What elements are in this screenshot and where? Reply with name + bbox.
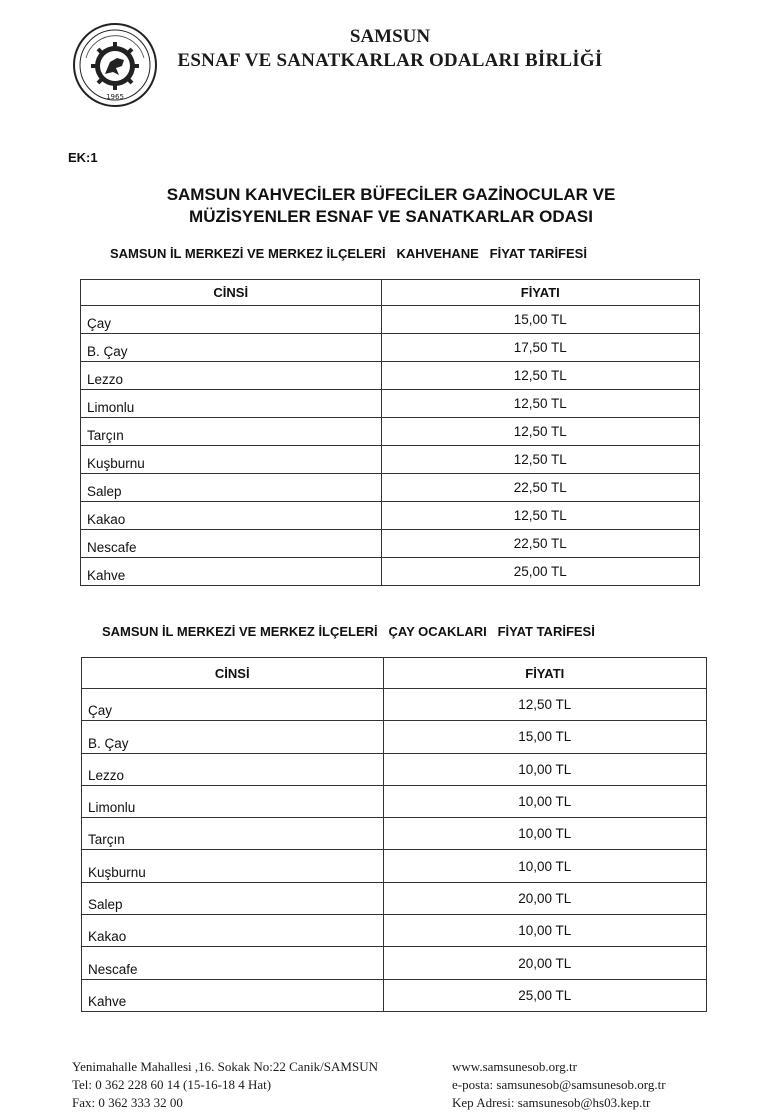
item-price: 10,00 TL xyxy=(383,850,706,882)
item-price: 10,00 TL xyxy=(383,915,706,947)
table-row xyxy=(81,362,700,390)
footer-address: Yenimahalle Mahallesi ,16. Sokak No:22 Canik/SAMSUN xyxy=(72,1059,378,1074)
footer-online xyxy=(452,1058,666,1112)
price-table-kahvehane xyxy=(80,279,700,586)
table-row xyxy=(81,390,700,418)
item-name: Lezzo xyxy=(82,753,384,785)
footer-tel: Tel: 0 362 228 60 14 (15-16-18 4 Hat) xyxy=(72,1077,272,1092)
table-row xyxy=(81,418,700,446)
header-title-city: SAMSUN xyxy=(349,26,431,47)
item-price: 12,50 TL xyxy=(381,446,699,474)
table-row xyxy=(82,979,707,1011)
table-row xyxy=(82,785,707,817)
union-seal-logo xyxy=(72,22,158,108)
table-row xyxy=(82,882,707,914)
table-row xyxy=(81,530,700,558)
table-row xyxy=(81,558,700,586)
item-name: Limonlu xyxy=(82,785,384,817)
item-name: Limonlu xyxy=(81,390,382,418)
column-header-name: CİNSİ xyxy=(82,658,384,689)
table-row xyxy=(81,474,700,502)
table-row xyxy=(82,947,707,979)
item-name: Lezzo xyxy=(81,362,382,390)
table-row xyxy=(81,446,700,474)
item-name: Kuşburnu xyxy=(81,446,382,474)
table-row xyxy=(82,689,707,721)
table-row xyxy=(82,721,707,753)
column-header-price: FİYATI xyxy=(383,658,706,689)
svg-text:1965: 1965 xyxy=(106,93,124,101)
item-name: Kahve xyxy=(82,979,384,1011)
item-price: 20,00 TL xyxy=(383,882,706,914)
table-row xyxy=(82,915,707,947)
footer-website: www.samsunesob.org.tr xyxy=(452,1059,577,1074)
item-name: Nescafe xyxy=(82,947,384,979)
item-price: 12,50 TL xyxy=(381,362,699,390)
item-name: Nescafe xyxy=(81,530,382,558)
item-name: B. Çay xyxy=(82,721,384,753)
item-price: 10,00 TL xyxy=(383,753,706,785)
header-title-union: ESNAF VE SANATKARLAR ODALARI BİRLİĞİ xyxy=(177,50,603,71)
item-price: 25,00 TL xyxy=(383,979,706,1011)
item-name: Çay xyxy=(81,306,382,334)
column-header-price: FİYATI xyxy=(381,280,699,306)
column-header-name: CİNSİ xyxy=(81,280,382,306)
item-name: Kakao xyxy=(82,915,384,947)
footer-kep: Kep Adresi: samsunesob@hs03.kep.tr xyxy=(452,1095,651,1110)
chamber-title-line1: SAMSUN KAHVECİLER BÜFECİLER GAZİNOCULAR VE xyxy=(166,185,616,204)
item-price: 22,50 TL xyxy=(381,530,699,558)
item-name: Salep xyxy=(81,474,382,502)
item-price: 12,50 TL xyxy=(383,689,706,721)
item-price: 10,00 TL xyxy=(383,785,706,817)
item-price: 25,00 TL xyxy=(381,558,699,586)
chamber-title-line2: MÜZİSYENLER ESNAF VE SANATKARLAR ODASI xyxy=(189,207,593,226)
item-name: Kakao xyxy=(81,502,382,530)
item-name: Çay xyxy=(82,689,384,721)
price-table-cay-ocaklari xyxy=(81,657,707,1012)
item-price: 15,00 TL xyxy=(383,721,706,753)
item-price: 12,50 TL xyxy=(381,502,699,530)
table-row xyxy=(82,818,707,850)
annex-label: EK:1 xyxy=(68,150,98,165)
item-name: Tarçın xyxy=(82,818,384,850)
table-caption-kahvehane: SAMSUN İL MERKEZİ VE MERKEZ İLÇELERİ KAHVEHANE FİYAT TARİFESİ xyxy=(110,246,587,261)
table-row xyxy=(82,753,707,785)
table-row xyxy=(81,306,700,334)
table-row xyxy=(82,850,707,882)
item-name: Tarçın xyxy=(81,418,382,446)
item-price: 15,00 TL xyxy=(381,306,699,334)
item-price: 22,50 TL xyxy=(381,474,699,502)
item-name: Kuşburnu xyxy=(82,850,384,882)
footer-fax: Fax: 0 362 333 32 00 xyxy=(72,1095,183,1110)
item-name: Kahve xyxy=(81,558,382,586)
item-price: 17,50 TL xyxy=(381,334,699,362)
table-row xyxy=(81,502,700,530)
item-name: B. Çay xyxy=(81,334,382,362)
footer-email: e-posta: samsunesob@samsunesob.org.tr xyxy=(452,1077,666,1092)
footer-contact xyxy=(72,1058,378,1112)
item-price: 10,00 TL xyxy=(383,818,706,850)
item-price: 12,50 TL xyxy=(381,390,699,418)
table-row xyxy=(81,334,700,362)
item-price: 12,50 TL xyxy=(381,418,699,446)
item-name: Salep xyxy=(82,882,384,914)
table-caption-cay-ocaklari: SAMSUN İL MERKEZİ VE MERKEZ İLÇELERİ ÇAY OCAKLARI FİYAT TARİFESİ xyxy=(102,624,595,639)
item-price: 20,00 TL xyxy=(383,947,706,979)
